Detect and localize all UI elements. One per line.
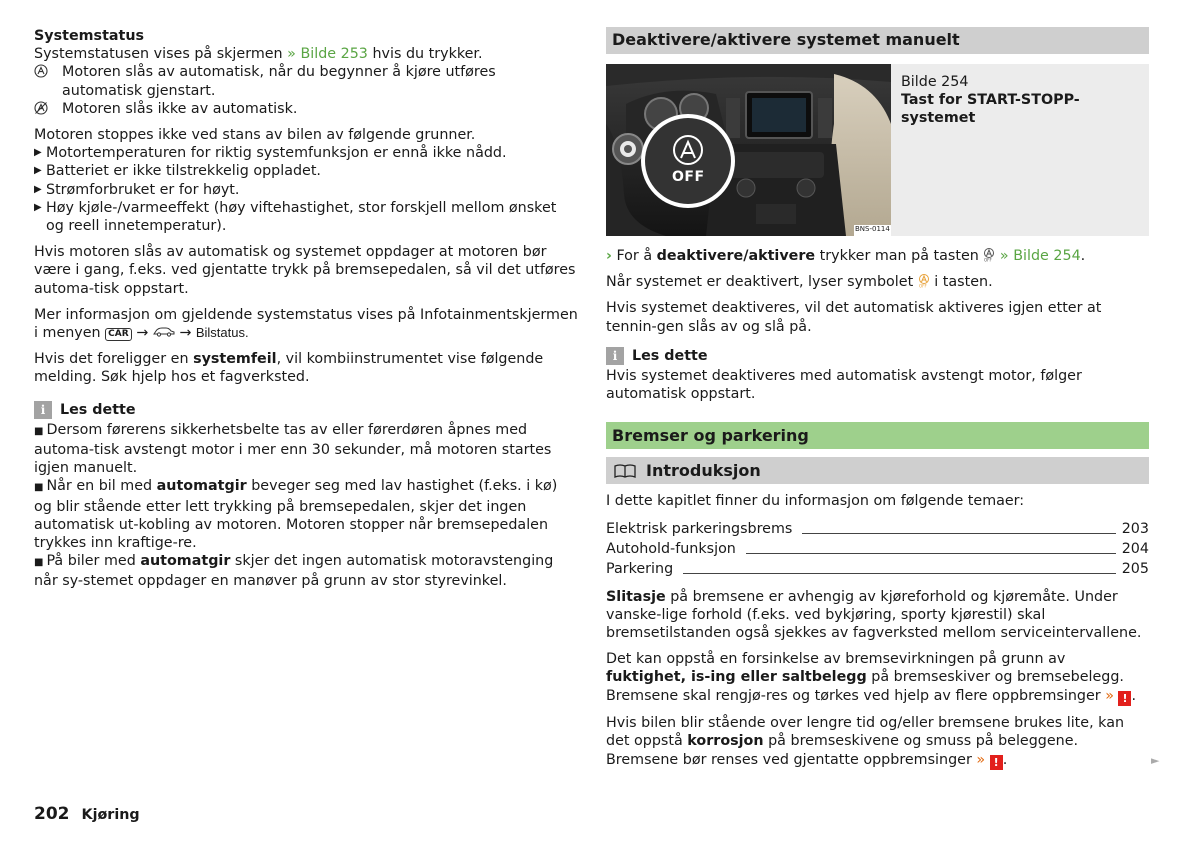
toc-list — [606, 519, 1149, 579]
car-key-icon: CAR — [105, 328, 132, 341]
page-number: 202 — [34, 804, 70, 824]
symbol-item-auto-off-text: Motoren slås ikke av automatisk. — [62, 100, 298, 117]
figure-254-link[interactable]: » Bilde 254 — [999, 248, 1081, 264]
intro-text: I dette kapitlet finner du informasjon om følgende temaer: — [606, 493, 1025, 510]
toc-entry[interactable] — [606, 539, 1149, 559]
note-item-text: Når en bil med — [46, 478, 157, 495]
page-footer — [34, 805, 140, 824]
status-intro-text: Systemstatusen vises på skjermen — [34, 46, 288, 63]
figure-code: BNS-0114 — [855, 225, 890, 233]
note-title: Les dette — [632, 347, 708, 364]
svg-text:OFF: OFF — [984, 257, 993, 263]
symbol-item-auto — [34, 63, 578, 99]
reason-text: Motortemperaturen for riktig systemfunksjon er ennå ikke nådd. — [46, 145, 507, 162]
car-status-icon — [153, 325, 175, 341]
reason-item — [34, 162, 578, 180]
action-text: For å — [611, 248, 657, 264]
note-item-text: På biler med — [46, 553, 141, 570]
warning-ref-marker[interactable]: » — [976, 751, 986, 768]
square-bullet-icon: ■ — [34, 557, 44, 569]
corrosion-paragraph — [606, 714, 1149, 770]
start-stop-indicator-icon — [918, 274, 930, 290]
warning-icon[interactable]: ! — [990, 755, 1003, 770]
action-bold: deaktivere/aktivere — [656, 248, 816, 264]
toc-entry[interactable] — [606, 519, 1149, 539]
action-marker: › — [606, 248, 612, 264]
note-item — [34, 552, 578, 590]
delay-text: Det kan oppstå en forsinkelse av bremsevirkningen på grunn av — [606, 651, 1066, 668]
info-icon: i — [34, 401, 52, 419]
delay-text-end: på bremseskiver og bremsebelegg. Bremsene skal rengjø-res og tørkes ved hjelp av flere oppbremsinger — [606, 669, 1124, 704]
period: . — [1131, 687, 1137, 704]
note-heading — [34, 401, 578, 419]
wear-bold: Slitasje — [606, 588, 666, 605]
reason-text: Høy kjøle-/varmeeffekt (høy viftehastighet, stor forskjell mellom ønsket og reell innetemperatur). — [46, 199, 557, 235]
period: . — [1002, 751, 1008, 768]
corrosion-text-end: på bremseskivene og smuss på beleggene. Bremsene bør renses ved gjentatte oppbremsinger — [606, 733, 1079, 768]
action-end: . — [1080, 248, 1086, 264]
warning-icon[interactable]: ! — [1118, 691, 1131, 706]
square-bullet-icon: ■ — [34, 482, 44, 494]
toc-page: 203 — [1121, 521, 1149, 538]
section-heading-intro — [606, 457, 1149, 484]
dashboard-image — [606, 64, 891, 236]
delay-paragraph — [606, 650, 1149, 706]
off-button-label: OFF — [672, 169, 705, 185]
toc-leader — [746, 553, 1116, 554]
info-text: Mer informasjon om gjeldende systemstatus vises på Infotainmentskjermen i menyen — [34, 306, 578, 342]
note-title: Les dette — [60, 401, 136, 418]
section-heading-brakes: Bremser og parkering — [606, 422, 1149, 449]
left-column — [34, 27, 578, 591]
symbol-item-auto-off — [34, 100, 578, 118]
toc-label: Parkering — [606, 561, 674, 578]
bullet-marker: ▶ — [34, 147, 42, 159]
status-heading: Systemstatus — [34, 28, 145, 44]
note-item — [34, 477, 578, 552]
figure-title: Tast for START-STOPP-systemet — [901, 92, 1080, 126]
reason-item — [34, 144, 578, 162]
bullet-marker: ▶ — [34, 201, 42, 213]
toc-entry[interactable] — [606, 559, 1149, 579]
reason-item — [34, 199, 578, 235]
toc-label: Autohold-funksjon — [606, 541, 736, 558]
note-item-text-end: skjer det ingen automatisk motoravstenging når sy-stemet oppdager en manøver på grunn av stor styrevinkel. — [34, 553, 554, 590]
note-item — [34, 421, 578, 478]
symbol-item-auto-text: Motoren slås av automatisk, når du begynner å kjøre utføres automatisk gjenstart. — [62, 64, 496, 99]
note-item-bold: automatgir — [156, 478, 247, 495]
book-icon — [612, 462, 646, 480]
status-intro — [34, 45, 578, 63]
action-text-end: trykker man på tasten — [815, 248, 984, 264]
fault-paragraph — [34, 350, 578, 386]
info-paragraph — [34, 306, 578, 342]
note-text: Hvis systemet deaktiveres med automatisk avstengt motor, følger automatisk oppstart. — [606, 368, 1082, 403]
delay-bold: fuktighet, is-ing eller saltbelegg — [606, 669, 867, 686]
wear-paragraph — [606, 588, 1149, 643]
toc-leader — [802, 533, 1115, 534]
figure-254 — [606, 64, 1149, 236]
wear-text: på bremsene er avhengig av kjøreforhold og kjøremåte. Under vanske-lige forhold (f.eks. ved bykjøring, sporty kjørestil) skal bremsetilstanden også sjekkes av fagverksted mellom serviceintervallene. — [606, 588, 1142, 642]
figure-caption — [891, 64, 1149, 236]
right-column — [606, 27, 1149, 770]
reason-item — [34, 181, 578, 199]
continue-arrow-icon: ► — [1151, 754, 1160, 767]
menu-arrow: → — [179, 325, 192, 342]
toc-leader — [683, 573, 1116, 574]
toc-label: Elektrisk parkeringsbrems — [606, 521, 793, 538]
figure-253-link[interactable]: » Bilde 253 — [287, 46, 368, 63]
action-paragraph — [606, 247, 1149, 265]
note-heading — [606, 347, 1149, 365]
deactivated-text: Når systemet er deaktivert, lyser symbolet — [606, 274, 918, 291]
toc-page: 204 — [1121, 541, 1149, 558]
menu-arrow: → — [136, 325, 149, 342]
figure-number: Bilde 254 — [901, 74, 969, 90]
corrosion-bold: korrosjon — [687, 733, 764, 750]
warning-ref-marker[interactable]: » — [1105, 687, 1114, 704]
auto-start-stop-off-icon — [34, 100, 62, 115]
auto-start-paragraph: Hvis motoren slås av automatisk og systemet oppdager at motoren bør være i gang, f.eks. ved gjentatte trykk på bremsepedalen, så vil det utføres automa-tisk oppstart. — [34, 244, 576, 297]
deactivated-paragraph — [606, 273, 1149, 291]
auto-start-stop-icon — [34, 63, 62, 78]
note-item-text: Dersom førerens sikkerhetsbelte tas av eller førerdøren åpnes med automa-tisk avstengt motor i mer enn 30 sekunder, må motoren startes igjen manuelt. — [34, 421, 552, 477]
chapter-name: Kjøring — [81, 807, 140, 823]
fault-text: Hvis det foreligger en — [34, 351, 194, 368]
note-item-text-end: beveger seg med lav hastighet (f.eks. i kø) og blir stående etter lett trykking på bremsepedalen, skjer det ingen automatisk ut-kobling av motoren. Motoren stopper når bremsepedalen trykkes inn kraftige-re. — [34, 478, 558, 552]
bilstatus-label: Bilstatus. — [195, 325, 249, 341]
toc-page: 205 — [1121, 561, 1149, 578]
fault-bold: systemfeil — [193, 351, 277, 368]
status-intro-end: hvis du trykker. — [367, 46, 483, 63]
reason-text: Strømforbruket er for høyt. — [46, 181, 240, 198]
corrosion-text: Hvis bilen blir stående over lengre tid og/eller bremsene brukes lite, kan det oppstå — [606, 715, 1125, 750]
intro-title: Introduksjon — [646, 460, 761, 480]
reason-text: Batteriet er ikke tilstrekkelig oppladet. — [46, 163, 321, 180]
start-stop-key-icon — [983, 248, 995, 264]
reactivate-paragraph: Hvis systemet deaktiveres, vil det automatisk aktiveres igjen etter at tennin-gen slås av og slå på. — [606, 300, 1102, 335]
bullet-marker: ▶ — [34, 183, 42, 195]
bullet-marker: ▶ — [34, 165, 42, 177]
section-heading-deactivate: Deaktivere/aktivere systemet manuelt — [606, 27, 1149, 54]
fault-text-end: , vil kombiinstrumentet vise følgende melding. Søk hjelp hos et fagverksted. — [34, 351, 544, 386]
svg-text:OFF: OFF — [918, 283, 927, 289]
deactivated-text-end: i tasten. — [929, 274, 993, 291]
info-icon: i — [606, 347, 624, 365]
square-bullet-icon: ■ — [34, 425, 44, 437]
reasons-intro: Motoren stoppes ikke ved stans av bilen av følgende grunner. — [34, 127, 476, 144]
note-item-bold: automatgir — [140, 553, 231, 570]
